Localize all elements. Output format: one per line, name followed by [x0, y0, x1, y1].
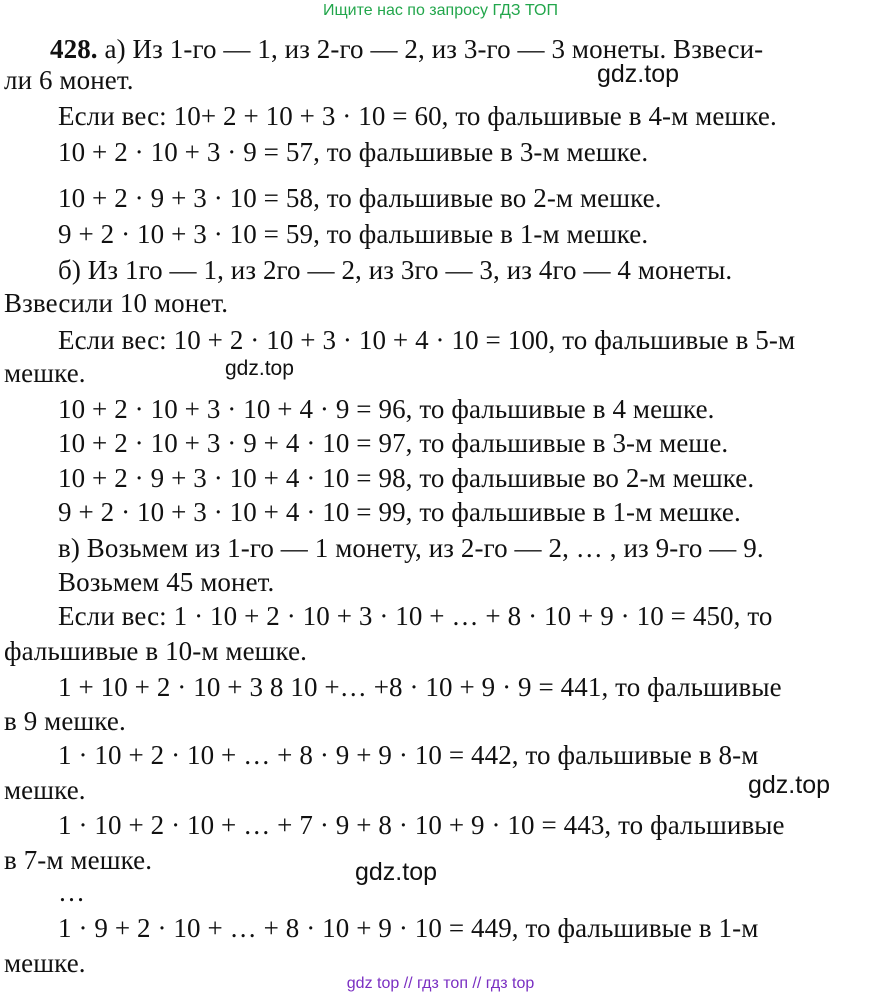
- text-line: Если вес: 10 + 2 · 10 + 3 · 10 + 4 · 10 = 100, то фальшивые в 5-м: [58, 325, 796, 355]
- text-line: фальшивые в 10-м мешке.: [4, 636, 308, 666]
- text-line: в) Возьмем из 1-го — 1 монету, из 2-го — 2, … , из 9-го — 9.: [58, 533, 764, 563]
- text-line: 9 + 2 · 10 + 3 · 10 + 4 · 10 = 99, то фальшивые в 1-м мешке.: [58, 497, 741, 527]
- problem-number: 428.: [50, 34, 98, 64]
- text-line: 1 · 9 + 2 · 10 + … + 8 · 10 + 9 · 10 = 449, то фальшивые в 1-м: [58, 913, 759, 943]
- text-line: в 9 мешке.: [4, 706, 126, 736]
- watermark: gdz.top: [597, 60, 680, 88]
- text-line: мешке.: [4, 775, 86, 805]
- text-line: в 7-м мешке.: [4, 845, 153, 875]
- watermark: gdz.top: [225, 357, 294, 380]
- watermark: gdz.top: [748, 771, 831, 799]
- text-line: 9 + 2 · 10 + 3 · 10 = 59, то фальшивые в 1-м мешке.: [58, 219, 649, 249]
- text-line: 10 + 2 · 9 + 3 · 10 = 58, то фальшивые во 2-м мешке.: [58, 183, 662, 213]
- text-line: мешке.: [4, 358, 86, 388]
- text-line: мешке.: [4, 948, 86, 978]
- text-line: …: [58, 877, 86, 907]
- text-line: б) Из 1го — 1, из 2го — 2, из 3го — 3, из 4го — 4 монеты.: [58, 255, 733, 285]
- text-line: 10 + 2 · 10 + 3 · 10 + 4 · 9 = 96, то фальшивые в 4 мешке.: [58, 394, 715, 424]
- text-line: Возьмем 45 монет.: [58, 567, 275, 597]
- text-line: 10 + 2 · 9 + 3 · 10 + 4 · 10 = 98, то фальшивые во 2-м мешке.: [58, 463, 755, 493]
- text-line: Если вес: 10+ 2 + 10 + 3 · 10 = 60, то фальшивые в 4-м мешке.: [58, 101, 777, 131]
- text-line-part: а) Из 1-го — 1, из 2-го — 2, из 3-го — 3 монеты. Взвеси-: [104, 34, 764, 64]
- text-line: Взвесили 10 монет.: [4, 288, 229, 318]
- text-line: ли 6 монет.: [4, 65, 134, 95]
- watermark: gdz.top: [355, 858, 438, 886]
- text-line: 10 + 2 · 10 + 3 · 9 + 4 · 10 = 97, то фальшивые в 3-м меше.: [58, 428, 729, 458]
- text-line: 1 · 10 + 2 · 10 + … + 8 · 9 + 9 · 10 = 442, то фальшивые в 8-м: [58, 740, 759, 770]
- text-line: Если вес: 1 · 10 + 2 · 10 + 3 · 10 + … + 8 · 10 + 9 · 10 = 450, то: [58, 601, 773, 631]
- top-banner: Ищите нас по запросу ГДЗ ТОП: [323, 2, 558, 19]
- text-line: 1 · 10 + 2 · 10 + … + 7 · 9 + 8 · 10 + 9 · 10 = 443, то фальшивые: [58, 810, 785, 840]
- text-line: 10 + 2 · 10 + 3 · 9 = 57, то фальшивые в 3-м мешке.: [58, 137, 649, 167]
- footer-links: gdz top // гдз топ // гдз top: [346, 975, 535, 992]
- text-line: 1 + 10 + 2 · 10 + 3 8 10 +… +8 · 10 + 9 · 9 = 441, то фальшивые: [58, 672, 782, 702]
